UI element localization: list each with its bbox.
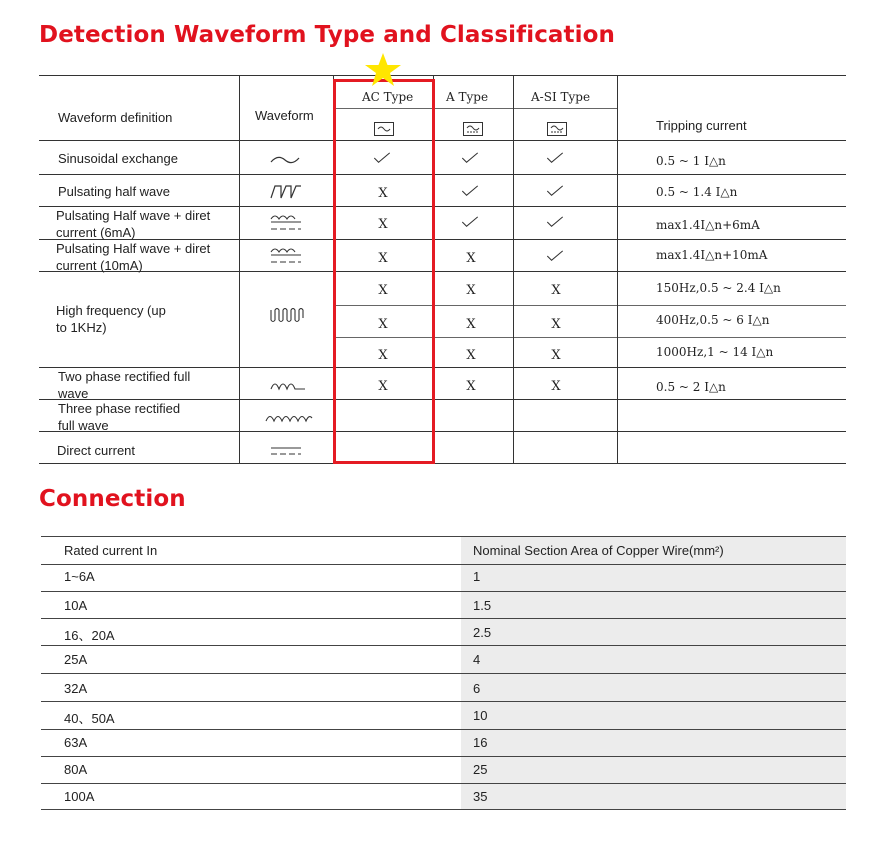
row-def-high-frequency: High frequency (up to 1KHz) [56, 303, 166, 335]
x-mark: X [378, 348, 388, 363]
x-mark: X [378, 317, 388, 332]
header-a-type: A Type [446, 90, 489, 104]
trip-row-5b: 400Hz,0.5 ~ 6 I△n [656, 313, 770, 327]
x-mark: X [551, 283, 561, 298]
header-asi-type: A-SI Type [531, 90, 591, 104]
trip-row-3: max1.4I△n+6mA [656, 218, 760, 232]
x-mark: X [466, 317, 476, 332]
header-ac-type: AC Type [362, 90, 414, 104]
trip-row-4: max1.4I△n+10mA [656, 248, 768, 262]
half-wave-dc-6-icon [270, 212, 302, 232]
rated-row-5: 32A [64, 681, 88, 696]
direct-current-icon [270, 445, 302, 457]
check-icon [545, 185, 565, 197]
rated-row-1: 1~6A [64, 569, 95, 584]
x-mark: X [551, 348, 561, 363]
trip-row-2: 0.5 ~ 1.4 I△n [656, 185, 738, 199]
x-mark: X [466, 283, 476, 298]
half-wave-dc-10-icon [270, 245, 302, 265]
pulsating-half-wave-icon [270, 183, 302, 199]
trip-row-1: 0.5 ~ 1 I△n [656, 154, 726, 168]
check-icon [545, 216, 565, 228]
rated-row-8: 80A [64, 762, 88, 777]
two-phase-rectified-icon [270, 379, 306, 391]
high-frequency-icon [270, 308, 306, 324]
check-icon [545, 152, 565, 164]
section-row-2: 1.5 [473, 598, 492, 613]
x-mark: X [466, 379, 476, 394]
rated-row-4: 25A [64, 652, 88, 667]
rated-row-9: 100A [64, 789, 95, 804]
x-mark: X [551, 379, 561, 394]
x-mark: X [378, 186, 388, 201]
section-row-6: 10 [473, 708, 488, 723]
section-row-3: 2.5 [473, 625, 492, 640]
section-row-5: 6 [473, 681, 481, 696]
x-mark: X [466, 348, 476, 363]
section-row-7: 16 [473, 735, 488, 750]
star-icon [364, 52, 402, 88]
check-icon [372, 152, 392, 164]
x-mark: X [551, 317, 561, 332]
rated-row-3: 16、20A [64, 628, 115, 643]
ac-symbol-icon [374, 122, 394, 136]
row-def-sinusoidal: Sinusoidal exchange [58, 151, 178, 166]
header-tripping-current: Tripping current [656, 118, 747, 133]
x-mark: X [466, 251, 476, 266]
row-def-two-phase: Two phase rectified full wave [58, 369, 191, 401]
trip-row-6: 0.5 ~ 2 I△n [656, 380, 726, 394]
asi-symbol-icon [547, 122, 567, 136]
header-waveform: Waveform [255, 108, 314, 123]
section-title-waveform: Detection Waveform Type and Classification [39, 22, 615, 48]
trip-row-5c: 1000Hz,1 ~ 14 I△n [656, 345, 774, 359]
row-def-direct-current: Direct current [57, 443, 136, 458]
header-section-area: Nominal Section Area of Copper Wire(mm²) [473, 543, 724, 558]
section-row-4: 4 [473, 652, 481, 667]
x-mark: X [378, 251, 388, 266]
section-row-8: 25 [473, 762, 488, 777]
header-waveform-definition: Waveform definition [58, 110, 173, 125]
trip-row-5a: 150Hz,0.5 ~ 2.4 I△n [656, 281, 781, 295]
row-def-half-dc-6: Pulsating Half wave + diret current (6mA) [56, 208, 211, 240]
section-row-1: 1 [473, 569, 481, 584]
check-icon [545, 250, 565, 262]
rated-row-7: 63A [64, 735, 88, 750]
three-phase-rectified-icon [265, 410, 313, 424]
row-def-pulsating-half: Pulsating half wave [58, 184, 171, 199]
header-rated-current: Rated current In [64, 543, 158, 558]
section-row-9: 35 [473, 789, 488, 804]
ac-type-highlight [333, 79, 435, 464]
check-icon [460, 185, 480, 197]
rated-row-6: 40、50A [64, 711, 115, 726]
check-icon [460, 152, 480, 164]
sine-wave-icon [270, 154, 300, 166]
x-mark: X [378, 217, 388, 232]
x-mark: X [378, 283, 388, 298]
section-title-connection: Connection [39, 486, 186, 512]
rated-row-2: 10A [64, 598, 88, 613]
row-def-three-phase: Three phase rectified full wave [58, 401, 181, 433]
a-symbol-icon [463, 122, 483, 136]
check-icon [460, 216, 480, 228]
row-def-half-dc-10: Pulsating Half wave + diret current (10mA) [56, 241, 211, 273]
x-mark: X [378, 379, 388, 394]
